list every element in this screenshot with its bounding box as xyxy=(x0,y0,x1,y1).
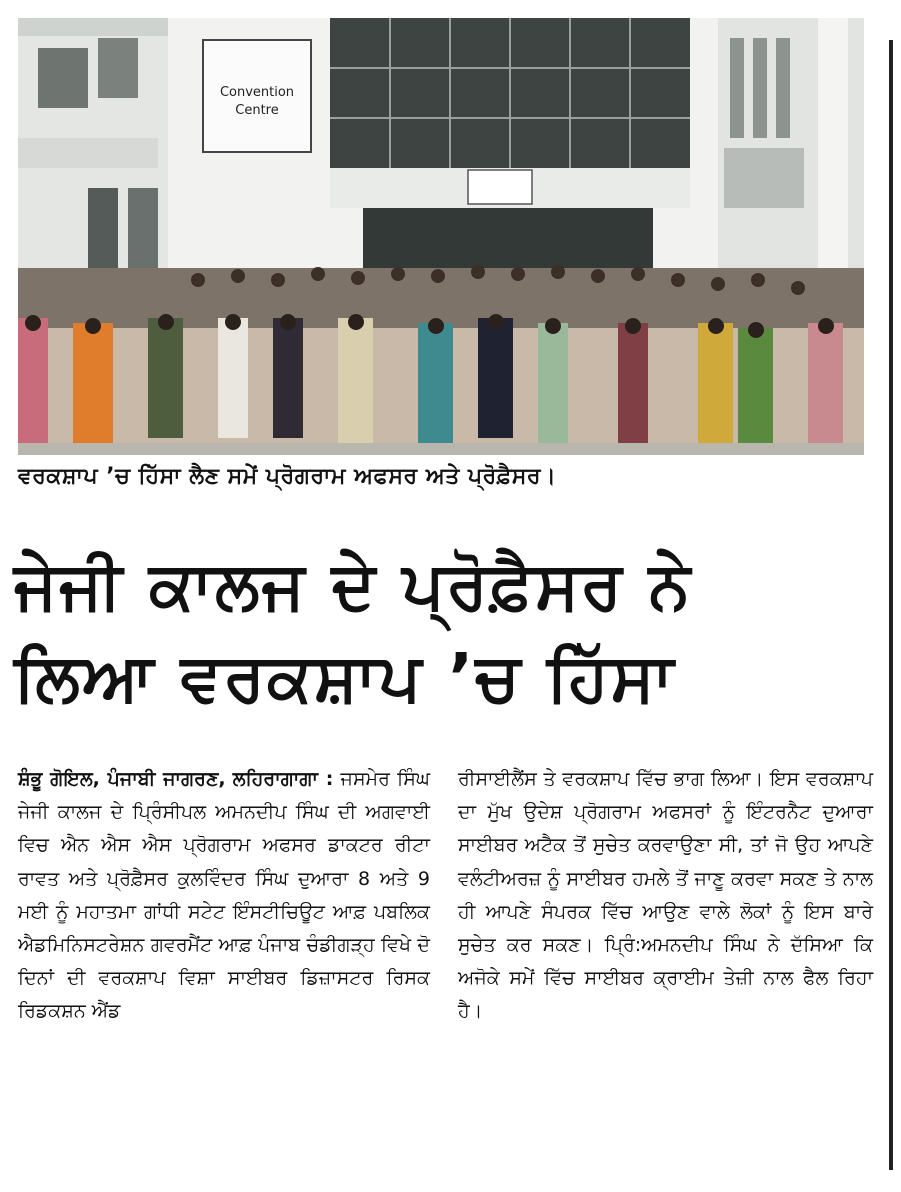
article-body-right: ਰੀਸਾਈਲੈਂਸ ਤੇ ਵਰਕਸ਼ਾਪ ਵਿੱਚ ਭਾਗ ਲਿਆ। ਇਸ ਵਰਕਸ਼ਾਪ ਦਾ ਮੁੱਖ ਉਦੇਸ਼ ਪ੍ਰੋਗਰਾਮ ਅਫਸਰਾਂ ਨੂੰ ਇੰਟਰਨੈਟ ਦੁਆਰਾ ਸਾਈਬਰ ਅਟੈਕ ਤੋਂ ਸੁਚੇਤ ਕਰਵਾਉਣਾ ਸੀ, ਤਾਂ ਜੋ ਉਹ ਆਪਣੇ ਵਲੰਟੀਅਰਜ਼ ਨੂੰ ਸਾਈਬਰ ਹਮਲੇ ਤੋਂ ਜਾਣੂ ਕਰਵਾ ਸਕਣ ਤੇ ਨਾਲ ਹੀ ਆਪਣੇ ਸੰਪਰਕ ਵਿੱਚ ਆਉਣ ਵਾਲੇ ਲੋਕਾਂ ਨੂੰ ਇਸ ਬਾਰੇ ਸੁਚੇਤ ਕਰ ਸਕਣ। ਪ੍ਰਿੰ:ਅਮਨਦੀਪ ਸਿੰਘ ਨੇ ਦੱਸਿਆ ਕਿ ਅਜੋਕੇ ਸਮੇਂ ਵਿੱਚ ਸਾਈਬਰ ਕ੍ਰਾਈਮ ਤੇਜ਼ੀ ਨਾਲ ਫੈਲ ਰਿਹਾ ਹੈ। xyxy=(458,768,873,1023)
headline-line-2: ਲਿਆ ਵਰਕਸ਼ਾਪ ’ਚ ਹਿੱਸਾ xyxy=(14,639,676,716)
article-column-left xyxy=(18,763,430,1029)
article-column-right xyxy=(458,763,873,1029)
sign-text-2: Centre xyxy=(235,103,279,118)
page-edge-rule xyxy=(889,40,901,1170)
dateline: ਲਹਿਰਾਗਾਗਾ : xyxy=(232,768,334,790)
sign-text-1: Convention xyxy=(219,85,295,100)
article-body-left: ਜਸਮੇਰ ਸਿੰਘ ਜੇਜੀ ਕਾਲਜ ਦੇ ਪ੍ਰਿੰਸੀਪਲ ਅਮਨਦੀਪ ਸਿੰਘ ਦੀ ਅਗਵਾਈ ਵਿਚ ਐਨ ਐਸ ਐਸ ਪ੍ਰੋਗਰਾਮ ਅਫਸਰ ਡਾਕਟਰ ਰੀਟਾ ਰਾਵਤ ਅਤੇ ਪ੍ਰੋਫ਼ੈਸਰ ਕੁਲਵਿੰਦਰ ਸਿੰਘ ਦੁਆਰਾ 8 ਅਤੇ 9 ਮਈ ਨੂੰ ਮਹਾਤਮਾ ਗਾਂਧੀ ਸਟੇਟ ਇੰਸਟੀਚਿਊਟ ਆਫ਼ ਪਬਲਿਕ ਐਡਮਿਨਿਸਟਰੇਸ਼ਨ ਗਵਰਮੈਂਟ ਆਫ਼ ਪੰਜਾਬ ਚੰਡੀਗੜ੍ਹ ਵਿਖੇ ਦੋ ਦਿਨਾਂ ਦੀ ਵਰਕਸ਼ਾਪ ਵਿਸ਼ਾ ਸਾਈਬਰ ਡਿਜ਼ਾਸਟਰ ਰਿਸਕ ਰਿਡਕਸ਼ਨ ਐਂਡ xyxy=(18,768,431,1023)
byline: ਸ਼ੰਭੂ ਗੋਇਲ, ਪੰਜਾਬੀ ਜਾਗਰਣ, xyxy=(18,768,226,790)
photo-caption: ਵਰਕਸ਼ਾਪ ’ਚ ਹਿੱਸਾ ਲੈਣ ਸਮੇਂ ਪ੍ਰੋਗਰਾਮ ਅਫਸਰ ਅਤੇ ਪ੍ਰੋਫ਼ੈਸਰ। xyxy=(18,464,557,489)
headline xyxy=(14,540,874,724)
group-photo xyxy=(18,18,864,455)
headline-line-1: ਜੇਜੀ ਕਾਲਜ ਦੇ ਪ੍ਰੋਫ਼ੈਸਰ ਨੇ xyxy=(14,547,693,624)
group-photo-illustration xyxy=(18,18,864,455)
